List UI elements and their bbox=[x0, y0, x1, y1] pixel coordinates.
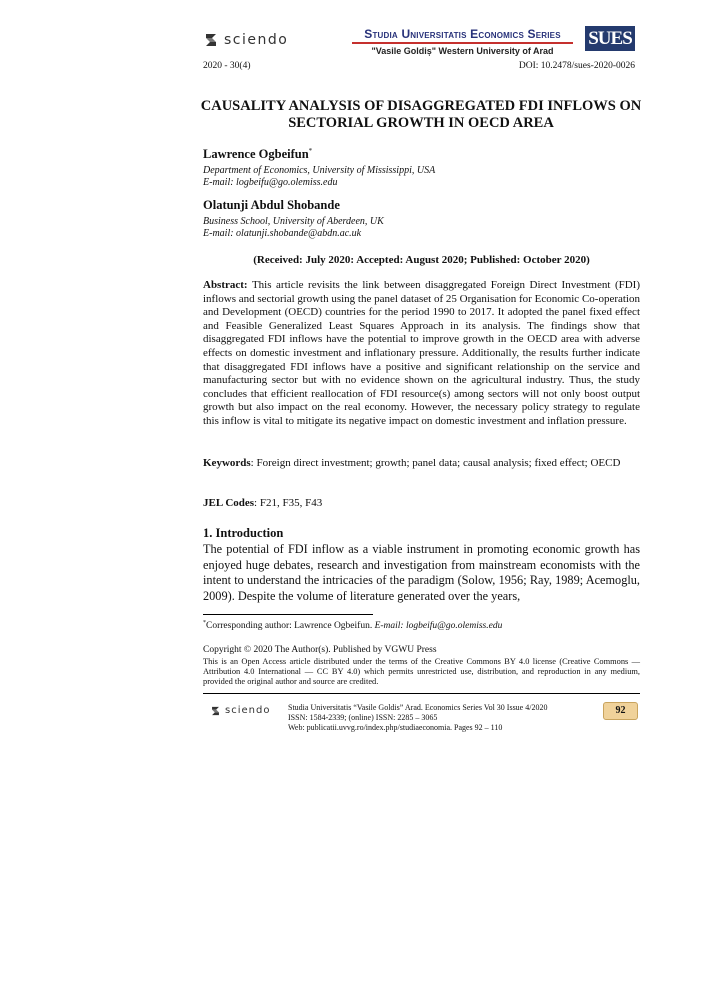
keywords bbox=[203, 457, 640, 471]
received-dates: (Received: July 2020: Accepted: August 2020; Published: October 2020) bbox=[253, 254, 590, 266]
jel-text: : F21, F35, F43 bbox=[254, 497, 323, 509]
author-2-dept: Business School, University of Aberdeen, UK bbox=[203, 216, 384, 227]
intro-heading: 1. Introduction bbox=[203, 526, 284, 540]
author-1-marker: * bbox=[308, 147, 313, 155]
jel-label: JEL Codes bbox=[203, 497, 255, 509]
footer-rule bbox=[203, 693, 640, 694]
author-1-name-text: Lawrence Ogbeifun bbox=[203, 147, 309, 162]
footnote-rule bbox=[203, 614, 373, 615]
footnote-text: Corresponding author: Lawrence Ogbeifun. bbox=[206, 621, 375, 632]
footer-sciendo-logo bbox=[210, 705, 270, 716]
footnote-email[interactable]: E-mail: logbeifu@go.olemiss.edu bbox=[374, 621, 503, 632]
author-1-dept: Department of Economics, University of Mississippi, USA bbox=[203, 165, 436, 176]
abstract-label: Abstract: bbox=[203, 279, 248, 291]
author-1-email[interactable]: E-mail: logbeifu@go.olemiss.edu bbox=[203, 177, 338, 188]
footnote-marker: * bbox=[203, 620, 206, 626]
publisher-name: sciendo bbox=[224, 32, 289, 48]
footer-line-3[interactable]: Web: publicatii.uvvg.ro/index.php/studiaeconomia. Pages 92 – 110 bbox=[288, 723, 503, 732]
copyright: Copyright © 2020 The Author(s). Published by VGWU Press bbox=[203, 645, 437, 655]
footer-line-1: Studia Universitatis “Vasile Goldis” Arad. Economics Series Vol 30 Issue 4/2020 bbox=[288, 703, 548, 712]
author-1-name bbox=[203, 147, 312, 162]
sues-logo: SUES bbox=[585, 26, 635, 51]
sciendo-logo bbox=[203, 32, 288, 48]
intro-text: The potential of FDI inflow as a viable instrument in promoting economic growth has enjoyed huge debates, research and investigation from mainstream economists with the intent to understand the intricacies of the paradigm (Solow, 1956; Ray, 1989; Acemoglu, 2009). Despite the volume of literature generated over the years, bbox=[203, 542, 640, 603]
author-2-email[interactable]: E-mail: olatunji.shobande@abdn.ac.uk bbox=[203, 228, 362, 239]
keywords-text: : Foreign direct investment; growth; panel data; causal analysis; fixed effect; OECD bbox=[250, 457, 621, 469]
sciendo-mark-icon bbox=[203, 33, 219, 47]
journal-name: Studia Universitatis Economics Series bbox=[364, 27, 561, 41]
university-name: "Vasile Goldiș" Western University of Arad bbox=[371, 46, 554, 56]
footer-info bbox=[288, 703, 547, 733]
license-text: This is an Open Access article distributed under the terms of the Creative Commons BY 4.0 license (Creative Commons — Attribution 4.0 International — CC BY 4.0) which permits unrestricted use, distribution, and reproduction in any medium, provided the original author and source are credited. bbox=[203, 657, 640, 686]
page-number-badge: 92 bbox=[603, 702, 638, 720]
jel-codes bbox=[203, 497, 640, 511]
doi-label[interactable]: DOI: 10.2478/sues-2020-0026 bbox=[518, 61, 635, 71]
abstract-text: This article revisits the link between disaggregated Foreign Direct Investment (FDI) inflows and sectorial growth using the panel dataset of 25 Organisation for Economic Co-operation and Development (OECD) countries for the period 1990 to 2017. It adopted the panel fixed effect and Feasible Generalized Least Squares Approach in its analysis. The findings show that disaggregated FDI inflows have the potential to improve growth in the OECD area with adverse effects on domestic investment and inflationary pressure. Additionally, the results further indicate that disaggregated FDI inflows have a positive and significant relationship on the service and manufacturing sector but with no evidence shown on the agricultural industry. Thus, the study concludes that efficient reallocation of FDI resource(s) among sectors will not only boost output growth but also impact on the real economy. However, the necessary policy strategy to regulate this inflow is vital to mitigate its negative impact on domestic investment and inflation pressure. bbox=[203, 279, 640, 427]
author-2-name: Olatunji Abdul Shobande bbox=[203, 198, 340, 212]
footnote bbox=[203, 620, 502, 631]
paper-title: CAUSALITY ANALYSIS OF DISAGGREGATED FDI INFLOWS ON SECTORIAL GROWTH IN OECD AREA bbox=[200, 98, 642, 131]
footer-line-2: ISSN: 1584-2339; (online) ISSN: 2285 – 3065 bbox=[288, 713, 438, 722]
abstract bbox=[203, 279, 640, 429]
issue-label: 2020 - 30(4) bbox=[203, 61, 251, 71]
footer-sciendo-mark-icon bbox=[210, 706, 221, 716]
footer-publisher-name: sciendo bbox=[225, 705, 271, 716]
journal-underline bbox=[352, 42, 573, 44]
journal-title-block bbox=[340, 27, 585, 56]
keywords-label: Keywords bbox=[203, 457, 251, 469]
